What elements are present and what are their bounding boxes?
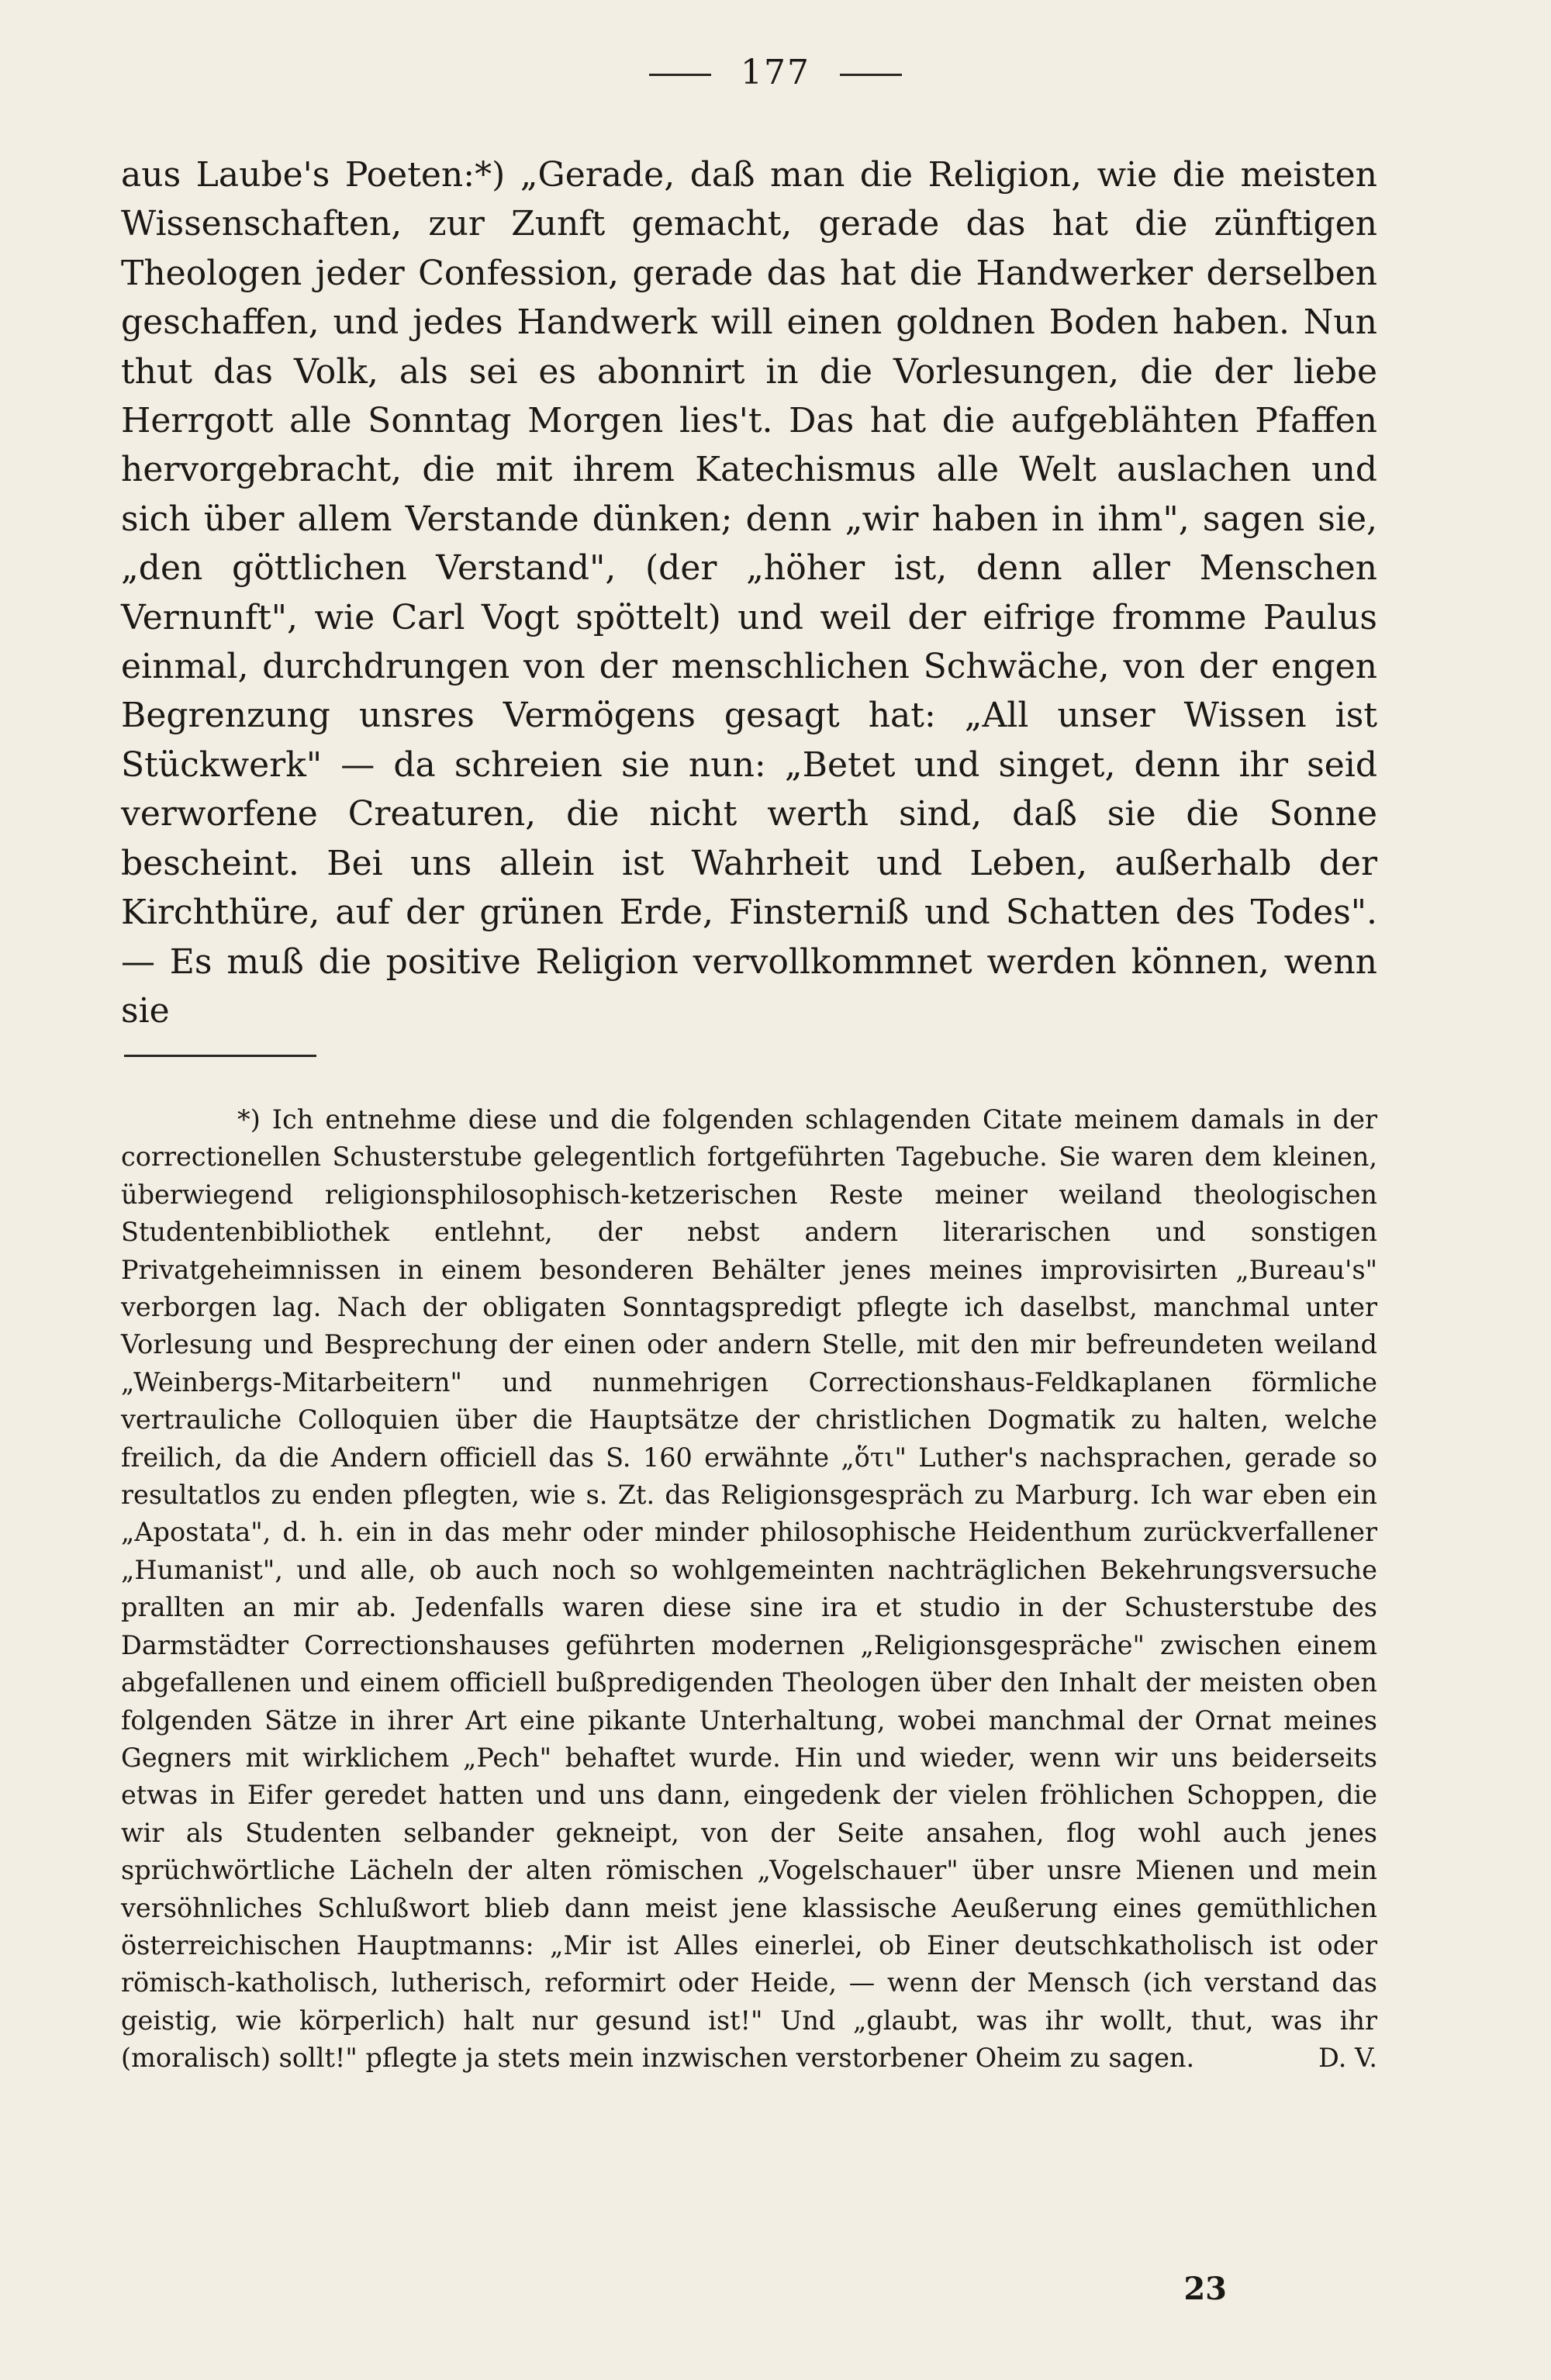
footnote-signature: D. V. <box>1318 2043 1377 2074</box>
footnote-body: *) Ich entnehme diese und die folgenden schlagenden Citate meinem damals in der correctionellen Schusterstube gelegentlich fortgeführten Tagebuche. Sie waren dem kleinen, überwiegend religionsphilosophisch-ketzerischen Reste meiner weiland theologischen Studentenbibliothek entlehnt, der nebst andern literarischen und sonstigen Privatgeheimnissen in einem besonderen Behälter jenes meines improvisirten „Bureau's" verborgen lag. Nach der obligaten Sonntagspredigt pflegte ich daselbst, manchmal unter Vorlesung und Besprechung der einen oder andern Stelle, mit den mir befreundeten weiland „Weinbergs-Mitarbeitern" und nunmehrigen Correctionshaus-Feldkaplanen förmliche vertrauliche Colloquien über die Hauptsätze der christlichen Dogmatik zu halten, welche freilich, da die Andern officiell das S. 160 erwähnte „ὅτι" Luther's nachsprachen, gerade so resultatlos zu enden pflegten, wie s. Zt. das Religionsgespräch zu Marburg. Ich war eben ein „Apostata", d. h. ein in das mehr oder minder philosophische Heidenthum zurückverfallener „Humanist", und alle, ob auch noch so wohlgemeinten nachträglichen Bekehrungsversuche prallten an mir ab. Jedenfalls waren diese sine ira et studio in der Schusterstube des Darmstädter Correctionshauses geführten modernen „Religionsgespräche" zwischen einem abgefallenen und einem officiell bußpredigenden Theologen über den Inhalt der meisten oben folgenden Sätze in ihrer Art eine pikante Unterhaltung, wobei manchmal der Ornat meines Gegners mit wirklichem „Pech" behaftet wurde. Hin und wieder, wenn wir uns beiderseits etwas in Eifer geredet hatten und uns dann, eingedenk der vielen fröhlichen Schoppen, die wir als Studenten selbander gekneipt, von der Seite ansahen, flog wohl auch jenes sprüchwörtliche Lächeln der alten römischen „Vogelschauer" über unsre Mienen und mein versöhnliches Schlußwort blieb dann meist jene klassische Aeußerung eines gemüthlichen österreichischen Hauptmanns: „Mir ist Alles einerlei, ob Einer deutschkatholisch ist oder römisch-katholisch, lutherisch, reformirt oder Heide, — wenn der Mensch (ich verstand das geistig, wie körperlich) halt nur gesund ist!" Und „glaubt, was ihr wollt, thut, was ihr (moralisch) sollt!" pflegte ja stets mein inzwischen verstorbener Oheim zu sagen. <box>121 1104 1377 2074</box>
header-dash-left <box>649 74 711 76</box>
main-text-block <box>121 150 1377 1035</box>
header-dash-right <box>840 74 902 76</box>
footnote-text <box>121 1101 1377 2078</box>
page-number: 177 <box>741 53 810 92</box>
footnote-separator <box>124 1055 316 1057</box>
main-paragraph: aus Laube's Poeten:*) „Gerade, daß man die Religion, wie die meisten Wissenschaften, zur Zunft gemacht, gerade das hat die zünftigen Theologen jeder Confession, gerade das hat die Handwerker derselben geschaffen, und jedes Handwerk will einen goldnen Boden haben. Nun thut das Volk, als sei es abonnirt in die Vorlesungen, die der liebe Herrgott alle Sonntag Morgen lies't. Das hat die aufgeblähten Pfaffen hervorgebracht, die mit ihrem Katechismus alle Welt auslachen und sich über allem Verstande dünken; denn „wir haben in ihm", sagen sie, „den göttlichen Verstand", (der „höher ist, denn aller Menschen Vernunft", wie Carl Vogt spöttelt) und weil der eifrige fromme Paulus einmal, durchdrungen von der menschlichen Schwäche, von der engen Begrenzung unsres Vermögens gesagt hat: „All unser Wissen ist Stückwerk" — da schreien sie nun: „Betet und singet, denn ihr seid verworfene Creaturen, die nicht werth sind, daß sie die Sonne bescheint. Bei uns allein ist Wahrheit und Leben, außerhalb der Kirchthüre, auf der grünen Erde, Finsterniß und Schatten des Todes". — Es muß die positive Religion vervollkommnet werden können, wenn sie <box>121 155 1377 1031</box>
page-header <box>0 53 1551 92</box>
footnote-block <box>121 1101 1377 2078</box>
signature-mark: 23 <box>1183 2271 1227 2307</box>
